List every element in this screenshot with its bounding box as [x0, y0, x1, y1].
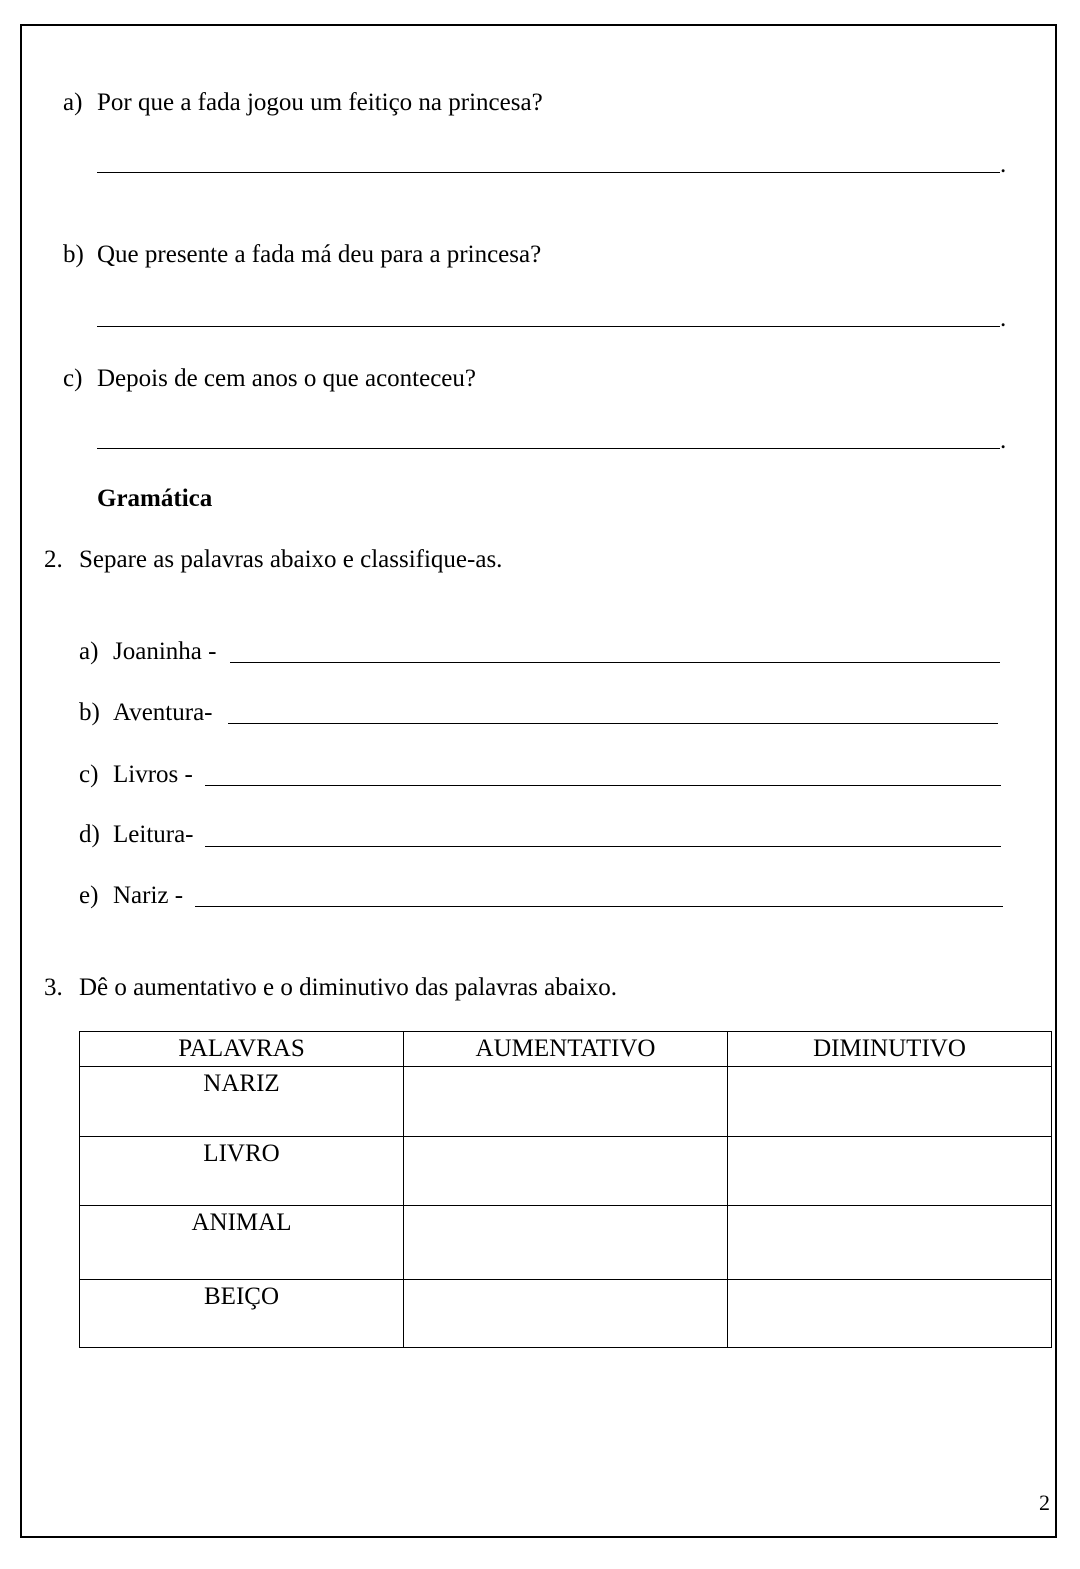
table-row	[80, 1067, 1052, 1137]
question-a-text: Por que a fada jogou um feitiço na princesa?	[97, 89, 543, 116]
word-label: LIVRO	[203, 1140, 280, 1167]
question-c-text: Depois de cem anos o que aconteceu?	[97, 365, 477, 392]
section-heading: Gramática	[97, 485, 213, 512]
q2-item-word: Joaninha -	[113, 638, 217, 665]
question-a-label: a)	[63, 89, 83, 116]
word-cell	[80, 1206, 404, 1280]
table-header-row	[80, 1032, 1052, 1067]
q2-answer-line-b[interactable]	[228, 723, 998, 724]
word-label: BEIÇO	[204, 1283, 279, 1310]
page-number: 2	[1039, 1490, 1050, 1515]
diminutive-answer-cell[interactable]	[728, 1206, 1052, 1280]
augmentative-answer-cell[interactable]	[404, 1137, 728, 1206]
augmentative-answer-cell[interactable]	[404, 1067, 728, 1137]
word-cell	[80, 1280, 404, 1348]
q2-answer-line-e[interactable]	[195, 906, 1003, 907]
word-cell	[80, 1137, 404, 1206]
table-header-cell: PALAVRAS	[80, 1032, 404, 1067]
answer-line-c[interactable]	[97, 448, 1000, 449]
q2-item-label: c)	[79, 761, 99, 788]
answer-line-a-end: .	[1000, 151, 1007, 178]
q2-item-word: Aventura-	[113, 699, 213, 726]
q3-number: 3.	[44, 974, 63, 1001]
q2-number: 2.	[44, 546, 63, 573]
q2-item-word: Nariz -	[113, 882, 184, 909]
table-header-cell: DIMINUTIVO	[728, 1032, 1052, 1067]
q2-item-label: b)	[79, 699, 100, 726]
q2-answer-line-c[interactable]	[205, 785, 1001, 786]
question-b-label: b)	[63, 241, 84, 268]
q2-item-word: Livros -	[113, 761, 193, 788]
q2-item-label: e)	[79, 882, 99, 909]
answer-line-b[interactable]	[97, 326, 1000, 327]
answer-line-a[interactable]	[97, 172, 1000, 173]
word-label: ANIMAL	[191, 1209, 292, 1236]
question-b-text: Que presente a fada má deu para a princesa?	[97, 241, 542, 268]
q2-item-label: a)	[79, 638, 99, 665]
q3-text: Dê o aumentativo e o diminutivo das palavras abaixo.	[79, 974, 618, 1001]
q2-text: Separe as palavras abaixo e classifique-as.	[79, 546, 503, 573]
q2-item-word: Leitura-	[113, 821, 194, 848]
word-label: NARIZ	[203, 1070, 280, 1097]
answer-line-c-end: .	[1000, 427, 1007, 454]
diminutive-answer-cell[interactable]	[728, 1067, 1052, 1137]
q2-answer-line-a[interactable]	[230, 662, 1000, 663]
table-row	[80, 1206, 1052, 1280]
q2-answer-line-d[interactable]	[205, 846, 1001, 847]
augmentative-answer-cell[interactable]	[404, 1280, 728, 1348]
answer-line-b-end: .	[1000, 305, 1007, 332]
augmentative-diminutive-table	[79, 1031, 1052, 1348]
diminutive-answer-cell[interactable]	[728, 1137, 1052, 1206]
table-row	[80, 1280, 1052, 1348]
augmentative-answer-cell[interactable]	[404, 1206, 728, 1280]
q2-item-label: d)	[79, 821, 100, 848]
table-row	[80, 1137, 1052, 1206]
question-c-label: c)	[63, 365, 83, 392]
table-header-cell: AUMENTATIVO	[404, 1032, 728, 1067]
word-cell	[80, 1067, 404, 1137]
diminutive-answer-cell[interactable]	[728, 1280, 1052, 1348]
